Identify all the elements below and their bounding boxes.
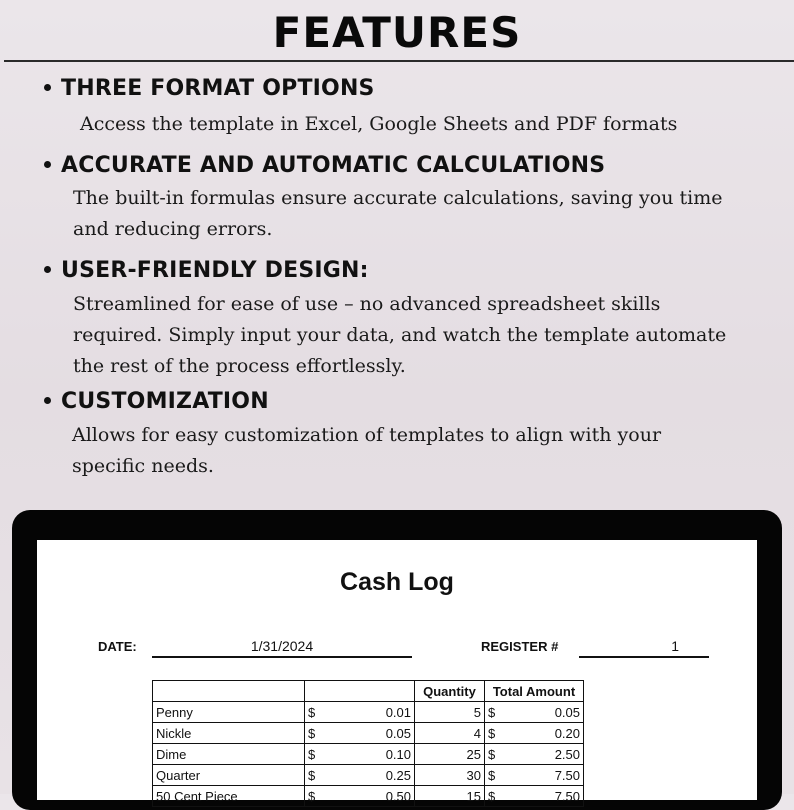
feature-description: Streamlined for ease of use – no advanced spreadsheet skills required. Simply input your data, and watch the template automate the rest of the process effortlessly.	[73, 293, 727, 377]
table-row: 50 Cent Piece $ 0.50 15 $ 7.50	[153, 786, 584, 807]
title-divider	[4, 60, 794, 62]
cash-table	[152, 680, 584, 807]
header-quantity: Quantity	[415, 681, 485, 702]
table-row: Dime $ 0.10 25 $ 2.50	[153, 744, 584, 765]
header-value	[305, 681, 415, 702]
date-underline	[152, 656, 412, 658]
feature-description: Allows for easy customization of templates to align with your specific needs.	[72, 424, 662, 477]
header-total-amount: Total Amount	[485, 681, 584, 702]
feature-heading: THREE FORMAT OPTIONS	[44, 76, 375, 101]
register-label: REGISTER #	[481, 639, 559, 654]
table-row: Quarter $ 0.25 30 $ 7.50	[153, 765, 584, 786]
feature-heading: CUSTOMIZATION	[44, 389, 269, 414]
register-underline	[579, 656, 709, 658]
bullet-icon	[44, 266, 51, 273]
header-denomination	[153, 681, 305, 702]
table-row: Nickle $ 0.05 4 $ 0.20	[153, 723, 584, 744]
date-label: DATE:	[98, 639, 137, 654]
bullet-icon	[44, 397, 51, 404]
feature-description: Access the template in Excel, Google Sheets and PDF formats	[80, 113, 678, 135]
bullet-icon	[44, 84, 51, 91]
sheet-title: Cash Log	[340, 568, 454, 596]
date-value: 1/31/2024	[250, 638, 314, 654]
feature-heading: USER-FRIENDLY DESIGN:	[44, 258, 369, 283]
bullet-icon	[44, 161, 51, 168]
page-title: FEATURES	[272, 8, 522, 57]
feature-heading: ACCURATE AND AUTOMATIC CALCULATIONS	[44, 153, 605, 178]
table-header-row	[153, 681, 584, 702]
feature-description: The built-in formulas ensure accurate calculations, saving you time and reducing errors.	[73, 187, 723, 240]
table-row: Penny $ 0.01 5 $ 0.05	[153, 702, 584, 723]
register-value: 1	[671, 638, 679, 654]
